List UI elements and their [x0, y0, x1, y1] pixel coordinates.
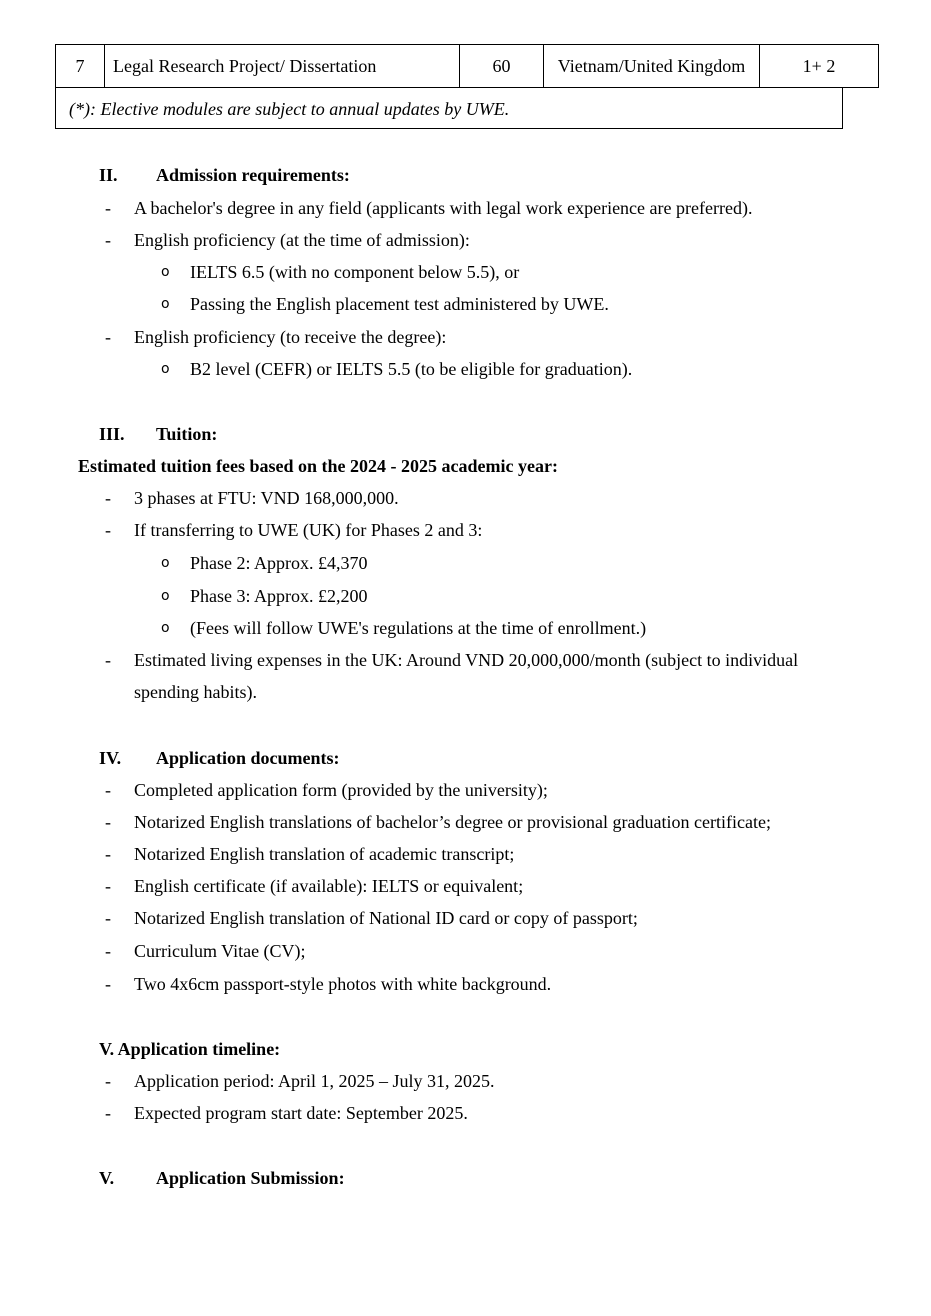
circle-bullet: o	[161, 296, 170, 312]
list-item-text: 3 phases at FTU: VND 168,000,000.	[134, 488, 399, 508]
dash-bullet: -	[105, 1103, 111, 1123]
list-item-text: Application period: April 1, 2025 – July 31, 2025.	[134, 1071, 495, 1091]
list-item-text: Curriculum Vitae (CV);	[134, 941, 306, 961]
section-title: Application documents:	[156, 748, 340, 768]
section-heading-timeline: V. Application timeline:	[99, 1039, 281, 1059]
sub-list-item-text: Passing the English placement test administered by UWE.	[190, 294, 609, 314]
section-number: V.	[99, 1168, 115, 1188]
section-number: III.	[99, 424, 125, 444]
section-title: Admission requirements:	[156, 165, 350, 185]
list-item-text: A bachelor's degree in any field (applicants with legal work experience are preferred).	[134, 198, 753, 218]
dash-bullet: -	[105, 876, 111, 896]
dash-bullet: -	[105, 650, 111, 670]
dash-bullet: -	[105, 812, 111, 832]
list-item-text: English certificate (if available): IELTS or equivalent;	[134, 876, 524, 896]
dash-bullet: -	[105, 327, 111, 347]
sub-list-item-text: Phase 2: Approx. £4,370	[190, 553, 368, 573]
list-item-text: Estimated living expenses in the UK: Around VND 20,000,000/month (subject to individual	[134, 650, 799, 670]
sub-list-item-text: IELTS 6.5 (with no component below 5.5), or	[190, 262, 520, 282]
table-row	[55, 44, 879, 88]
dash-bullet: -	[105, 488, 111, 508]
list-item-text: Expected program start date: September 2025.	[134, 1103, 468, 1123]
dash-bullet: -	[105, 941, 111, 961]
circle-bullet: o	[161, 588, 170, 604]
circle-bullet: o	[161, 620, 170, 636]
dash-bullet: -	[105, 780, 111, 800]
section-number: IV.	[99, 748, 122, 768]
dash-bullet: -	[105, 198, 111, 218]
dash-bullet: -	[105, 230, 111, 250]
elective-note: (*): Elective modules are subject to annual updates by UWE.	[55, 88, 843, 129]
module-year-cell: 1+ 2	[759, 44, 879, 88]
dash-bullet: -	[105, 1071, 111, 1091]
section-number: II.	[99, 165, 118, 185]
tuition-estimate-heading: Estimated tuition fees based on the 2024 - 2025 academic year:	[78, 456, 558, 476]
dash-bullet: -	[105, 520, 111, 540]
circle-bullet: o	[161, 361, 170, 377]
section-title: Tuition:	[156, 424, 218, 444]
circle-bullet: o	[161, 264, 170, 280]
dash-bullet: -	[105, 974, 111, 994]
module-name-cell: Legal Research Project/ Dissertation	[104, 44, 460, 88]
sub-list-item-text: (Fees will follow UWE's regulations at the time of enrollment.)	[190, 618, 647, 638]
circle-bullet: o	[161, 555, 170, 571]
list-item-text: Notarized English translations of bachelor’s degree or provisional graduation certificate;	[134, 812, 771, 832]
list-item-text: Two 4x6cm passport-style photos with white background.	[134, 974, 552, 994]
dash-bullet: -	[105, 908, 111, 928]
sub-list-item-text: B2 level (CEFR) or IELTS 5.5 (to be eligible for graduation).	[190, 359, 633, 379]
section-title: Application Submission:	[156, 1168, 345, 1188]
list-item-text: English proficiency (at the time of admission):	[134, 230, 470, 250]
list-item-text: Completed application form (provided by the university);	[134, 780, 548, 800]
module-location-cell: Vietnam/United Kingdom	[543, 44, 760, 88]
list-item-text: Notarized English translation of National ID card or copy of passport;	[134, 908, 638, 928]
sub-list-item-text: Phase 3: Approx. £2,200	[190, 586, 368, 606]
list-item-text: Notarized English translation of academic transcript;	[134, 844, 515, 864]
list-item-text: If transferring to UWE (UK) for Phases 2 and 3:	[134, 520, 483, 540]
list-item-text: spending habits).	[134, 682, 257, 702]
module-credits-cell: 60	[459, 44, 544, 88]
module-number-cell: 7	[55, 44, 105, 88]
dash-bullet: -	[105, 844, 111, 864]
list-item-text: English proficiency (to receive the degree):	[134, 327, 447, 347]
